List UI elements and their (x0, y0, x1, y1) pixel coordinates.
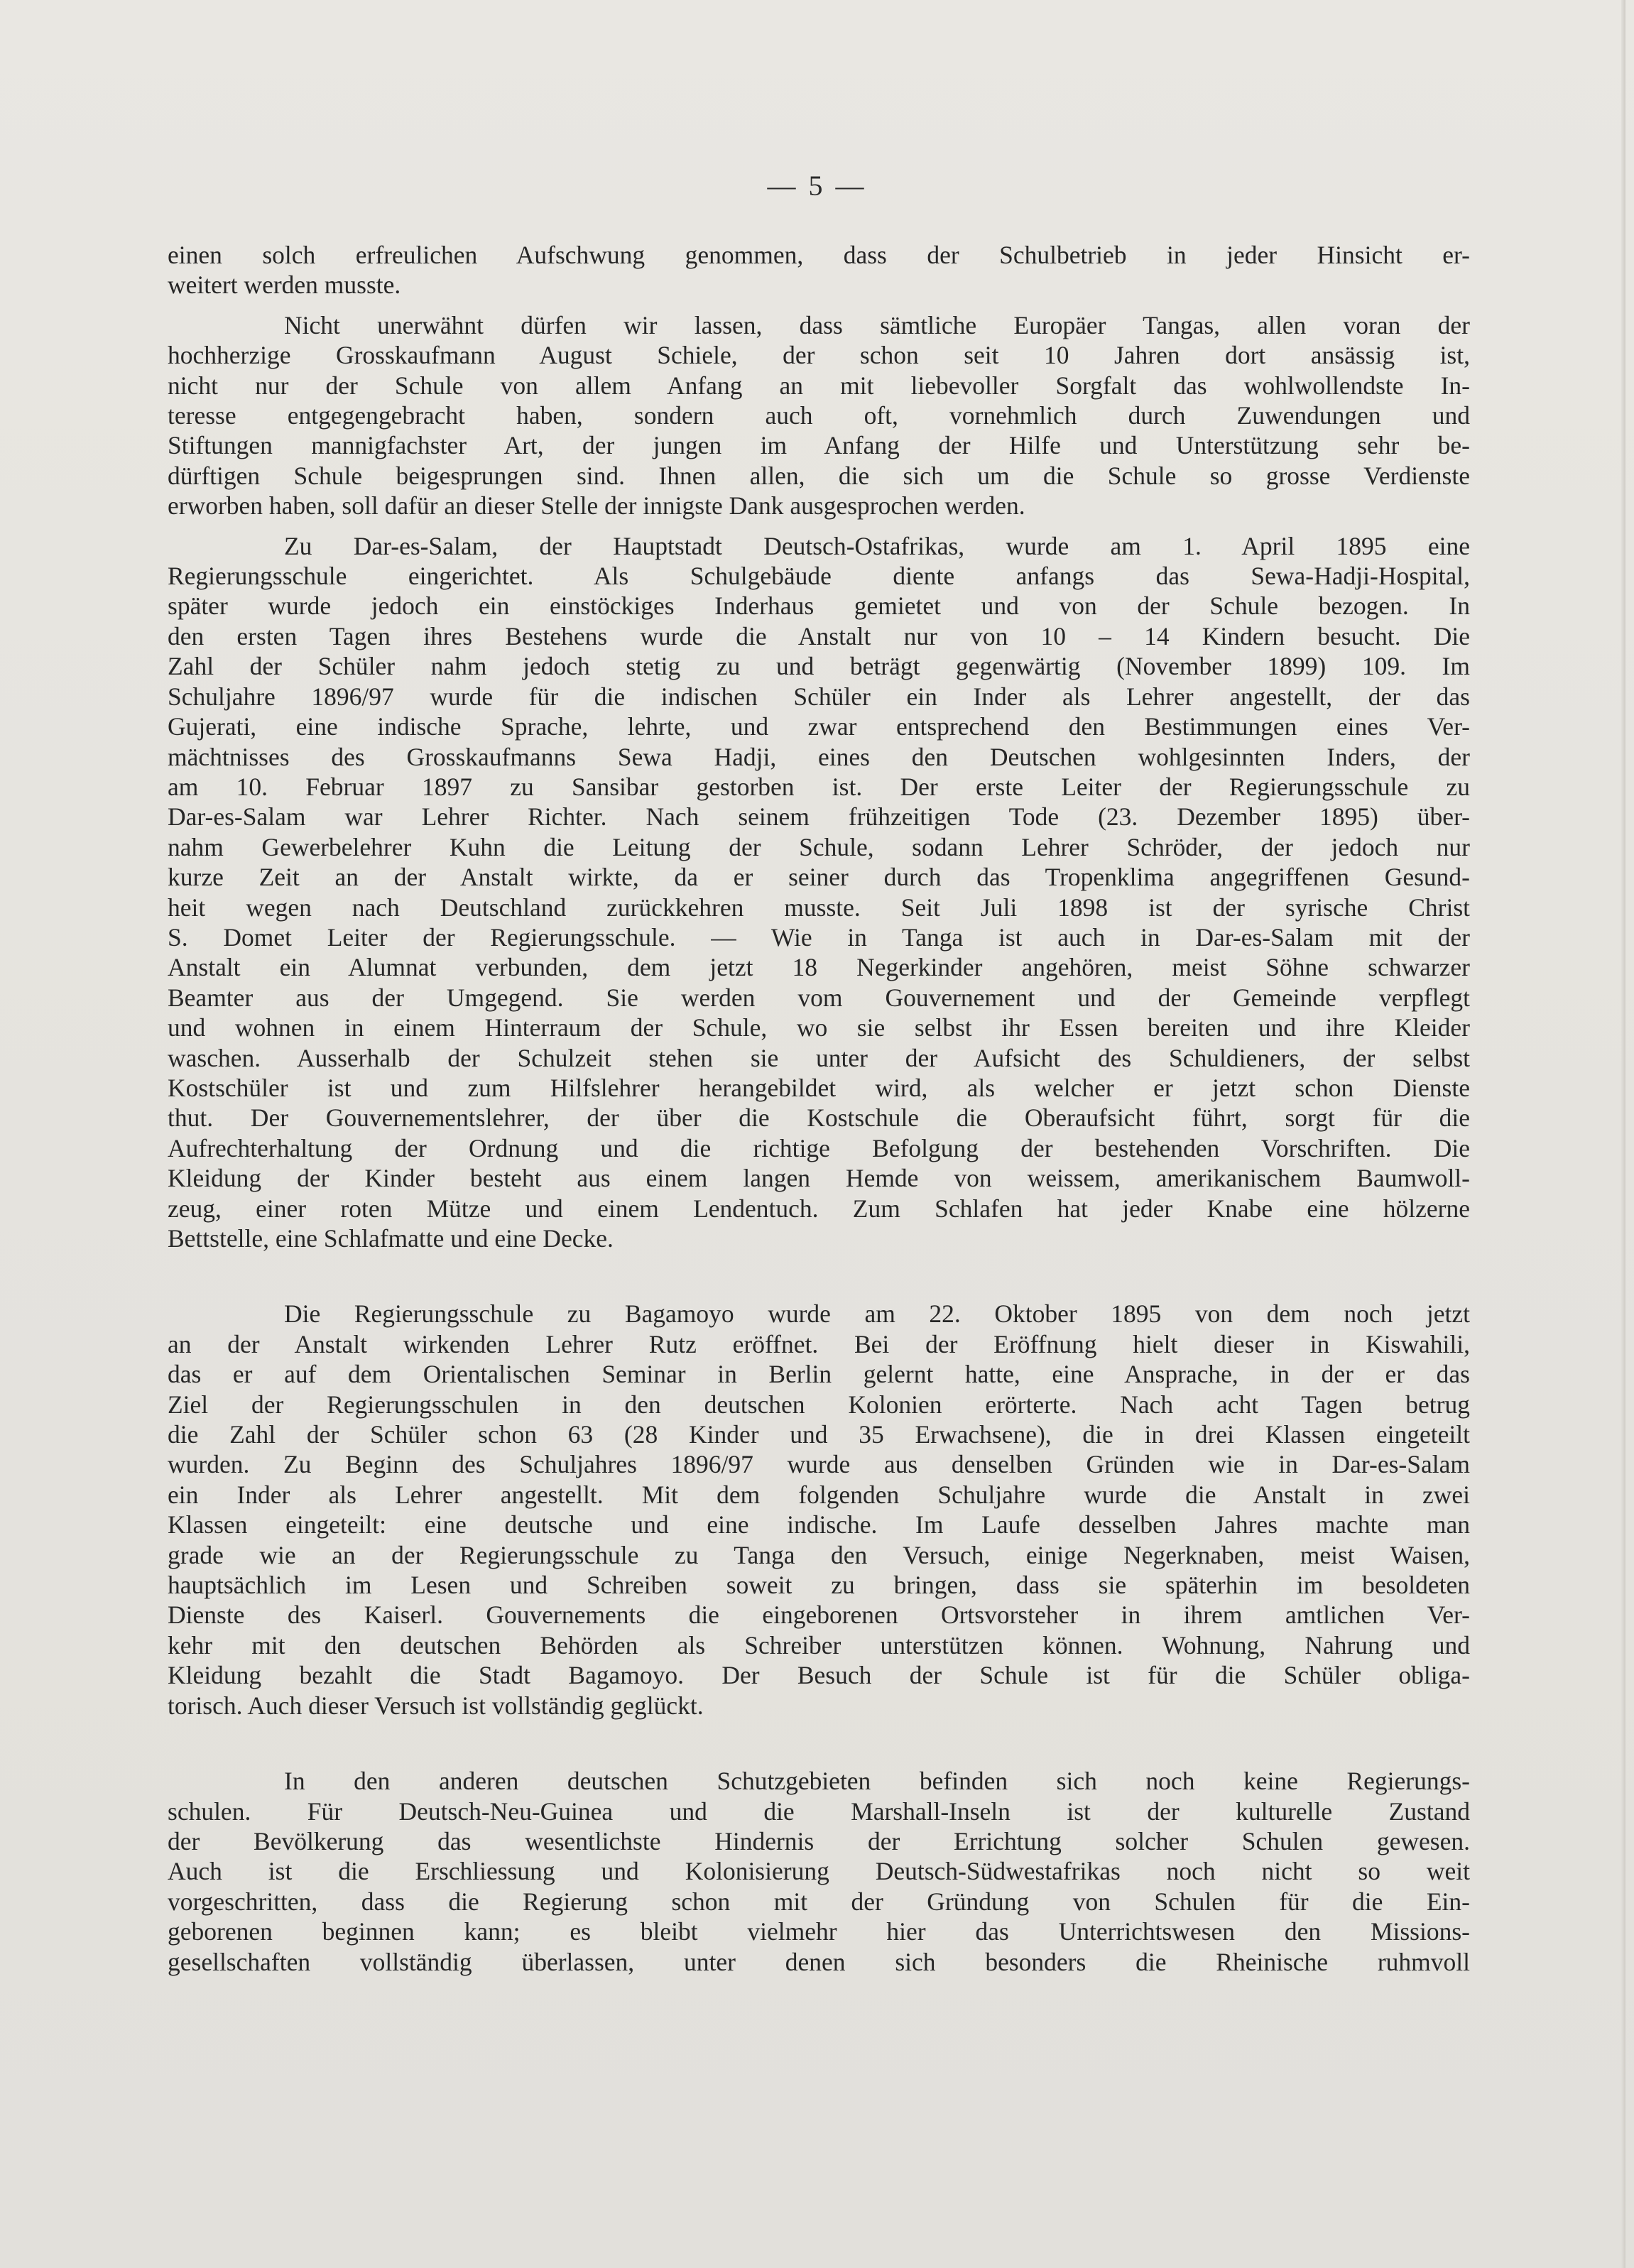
paragraph (168, 531, 1470, 1254)
text-line: nicht nur der Schule von allem Anfang an mit liebevoller Sorgfalt das wohlwollendste In- (168, 371, 1470, 400)
paragraph (168, 1299, 1470, 1721)
paragraph (168, 310, 1470, 521)
text-line: Anstalt ein Alumnat verbunden, dem jetzt 18 Negerkinder angehören, meist Söhne schwarzer (168, 953, 1470, 982)
page-edge-shadow (1621, 0, 1625, 2268)
text-line: an der Anstalt wirkenden Lehrer Rutz eröffnet. Bei der Eröffnung hielt dieser in Kiswahili, (168, 1329, 1470, 1358)
text-line: Bettstelle, eine Schlafmatte und eine Decke. (168, 1224, 614, 1253)
text-line: Nicht unerwähnt dürfen wir lassen, dass sämtliche Europäer Tangas, allen voran der (284, 310, 1470, 339)
text-line: Beamter aus der Umgegend. Sie werden vom Gouvernement und der Gemeinde verpflegt (168, 983, 1470, 1012)
text-line: teresse entgegengebracht haben, sondern auch oft, vornehmlich durch Zuwendungen und (168, 401, 1470, 430)
text-line: nahm Gewerbelehrer Kuhn die Leitung der Schule, sodann Lehrer Schröder, der jedoch nur (168, 832, 1470, 861)
text-line: der Bevölkerung das wesentlichste Hindernis der Errichtung solcher Schulen gewesen. (168, 1826, 1470, 1855)
paragraph-gap (168, 1721, 1470, 1766)
text-line: S. Domet Leiter der Regierungsschule. — Wie in Tanga ist auch in Dar-es-Salam mit der (168, 922, 1470, 952)
text-line: Auch ist die Erschliessung und Kolonisierung Deutsch-Südwestafrikas noch nicht so weit (168, 1857, 1470, 1886)
text-line: vorgeschritten, dass die Regierung schon mit der Gründung von Schulen für die Ein- (168, 1887, 1470, 1916)
text-line: später wurde jedoch ein einstöckiges Inderhaus gemietet und von der Schule bezogen. In (168, 591, 1470, 621)
text-line: Regierungsschule eingerichtet. Als Schulgebäude diente anfangs das Sewa-Hadji-Hospital, (168, 562, 1470, 591)
text-line: hauptsächlich im Lesen und Schreiben soweit zu bringen, dass sie späterhin im besoldeten (168, 1571, 1470, 1600)
text-line: Kleidung der Kinder besteht aus einem langen Hemde von weissem, amerikanischem Baumwoll- (168, 1164, 1470, 1193)
text-line: heit wegen nach Deutschland zurückkehren musste. Seit Juli 1898 ist der syrische Christ (168, 893, 1470, 922)
text-line: grade wie an der Regierungsschule zu Tanga den Versuch, einige Negerknaben, meist Waisen, (168, 1540, 1470, 1569)
paragraph (168, 240, 1470, 300)
text-line: Ziel der Regierungsschulen in den deutschen Kolonien erörterte. Nach acht Tagen betrug (168, 1390, 1470, 1419)
text-line: hochherzige Grosskaufmann August Schiele, der schon seit 10 Jahren dort ansässig ist, (168, 341, 1470, 370)
paragraph-gap (168, 1253, 1470, 1299)
text-line: mächtnisses des Grosskaufmanns Sewa Hadji, eines den Deutschen wohlgesinnten Inders, der (168, 742, 1470, 771)
text-line: kehr mit den deutschen Behörden als Schreiber unterstützen können. Wohnung, Nahrung und (168, 1630, 1470, 1659)
text-line: In den anderen deutschen Schutzgebieten befinden sich noch keine Regierungs- (284, 1767, 1470, 1796)
text-line: geborenen beginnen kann; es bleibt vielmehr hier das Unterrichtswesen den Missions- (168, 1917, 1470, 1946)
text-line: dürftigen Schule beigesprungen sind. Ihnen allen, die sich um die Schule so grosse Verdienste (168, 461, 1470, 490)
body-text (168, 240, 1470, 1977)
text-line: Klassen eingeteilt: eine deutsche und eine indische. Im Laufe desselben Jahres machte man (168, 1510, 1470, 1539)
text-line: gesellschaften vollständig überlassen, unter denen sich besonders die Rheinische ruhmvoll (168, 1947, 1470, 1976)
text-line: Dienste des Kaiserl. Gouvernements die eingeborenen Ortsvorsteher in ihrem amtlichen Ver- (168, 1601, 1470, 1630)
page-number: — 5 — (767, 170, 867, 202)
text-line: Gujerati, eine indische Sprache, lehrte, und zwar entsprechend den Bestimmungen eines Ver- (168, 712, 1470, 741)
text-line: das er auf dem Orientalischen Seminar in Berlin gelernt hatte, eine Ansprache, in der er das (168, 1360, 1470, 1389)
paragraph-gap (168, 521, 1470, 531)
text-line: Die Regierungsschule zu Bagamoyo wurde am 22. Oktober 1895 von dem noch jetzt (284, 1299, 1470, 1329)
text-line: thut. Der Gouvernementslehrer, der über die Kostschule die Oberaufsicht führt, sorgt für die (168, 1103, 1470, 1133)
text-line: Schuljahre 1896/97 wurde für die indischen Schüler ein Inder als Lehrer angestellt, der das (168, 682, 1470, 711)
text-line: kurze Zeit an der Anstalt wirkte, da er seiner durch das Tropenklima angegriffenen Gesund- (168, 863, 1470, 892)
text-line: torisch. Auch dieser Versuch ist vollständig geglückt. (168, 1691, 704, 1720)
text-line: am 10. Februar 1897 zu Sansibar gestorben ist. Der erste Leiter der Regierungsschule zu (168, 772, 1470, 801)
text-line: wurden. Zu Beginn des Schuljahres 1896/97 wurde aus denselben Gründen wie in Dar-es-Salam (168, 1450, 1470, 1479)
text-line: den ersten Tagen ihres Bestehens wurde die Anstalt nur von 10 – 14 Kindern besucht. Die (168, 621, 1470, 650)
text-line: schulen. Für Deutsch-Neu-Guinea und die Marshall-Inseln ist der kulturelle Zustand (168, 1797, 1470, 1826)
paragraph-gap (168, 300, 1470, 310)
text-line: einen solch erfreulichen Aufschwung genommen, dass der Schulbetrieb in jeder Hinsicht er- (168, 241, 1470, 269)
text-line: waschen. Ausserhalb der Schulzeit stehen sie unter der Aufsicht des Schuldieners, der selbst (168, 1043, 1470, 1072)
text-line: Dar-es-Salam war Lehrer Richter. Nach seinem frühzeitigen Tode (23. Dezember 1895) über- (168, 802, 1470, 832)
text-line: Zu Dar-es-Salam, der Hauptstadt Deutsch-Ostafrikas, wurde am 1. April 1895 eine (284, 531, 1470, 560)
text-line: ein Inder als Lehrer angestellt. Mit dem folgenden Schuljahre wurde die Anstalt in zwei (168, 1480, 1470, 1509)
text-line: Kleidung bezahlt die Stadt Bagamoyo. Der Besuch der Schule ist für die Schüler obliga- (168, 1661, 1470, 1690)
text-line: die Zahl der Schüler schon 63 (28 Kinder und 35 Erwachsene), die in drei Klassen eingeteilt (168, 1420, 1470, 1449)
text-line: weitert werden musste. (168, 271, 401, 300)
text-line: Aufrechterhaltung der Ordnung und die richtige Befolgung der bestehenden Vorschriften. Die (168, 1133, 1470, 1162)
text-line: Kostschüler ist und zum Hilfslehrer herangebildet wird, als welcher er jetzt schon Dienste (168, 1073, 1470, 1102)
text-line: erworben haben, soll dafür an dieser Stelle der innigste Dank ausgesprochen werden. (168, 491, 1025, 520)
text-line: zeug, einer roten Mütze und einem Lendentuch. Zum Schlafen hat jeder Knabe eine hölzerne (168, 1194, 1470, 1223)
paragraph (168, 1766, 1470, 1977)
text-line: Zahl der Schüler nahm jedoch stetig zu und beträgt gegenwärtig (November 1899) 109. Im (168, 652, 1470, 681)
text-line: Stiftungen mannigfachster Art, der jungen im Anfang der Hilfe und Unterstützung sehr be- (168, 431, 1470, 460)
text-line: und wohnen in einem Hinterraum der Schule, wo sie selbst ihr Essen bereiten und ihre Kleider (168, 1013, 1470, 1042)
